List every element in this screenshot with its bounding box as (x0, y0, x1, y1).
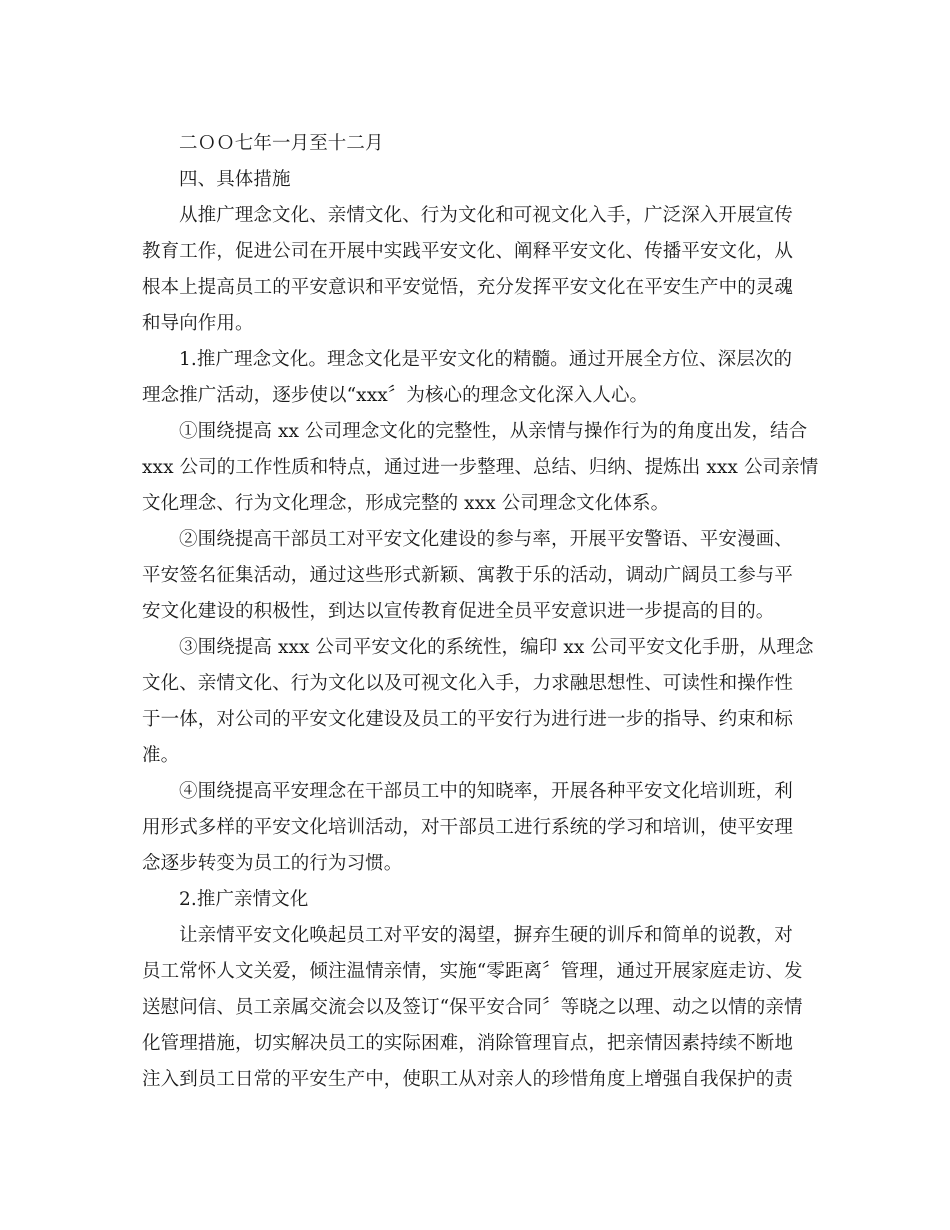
subsection-heading: 2.推广亲情文化 (179, 889, 309, 910)
paragraph-line: 理念推广活动，逐步使以“xxx〞为核心的理念文化深入人心。 (142, 385, 649, 406)
subsection-heading: 1.推广理念文化。理念文化是平安文化的精髓。通过开展全方位、深层次的 (179, 349, 793, 370)
paragraph-line: 文化、亲情文化、行为文化以及可视文化入手，力求融思想性、可读性和操作性 (142, 673, 794, 694)
paragraph-line: 员工常怀人文关爱，倾注温情亲情，实施“零距离〞管理，通过开展家庭走访、发 (142, 961, 803, 982)
list-item-line: ③围绕提高 xxx 公司平安文化的系统性，编印 xx 公司平安文化手册，从理念 (179, 637, 814, 658)
paragraph-line: 让亲情平安文化唤起员工对平安的渴望，摒弃生硬的训斥和简单的说教，对 (179, 925, 793, 946)
paragraph-line: 和导向作用。 (142, 313, 254, 334)
paragraph-line: 从推广理念文化、亲情文化、行为文化和可视文化入手，广泛深入开展宣传 (179, 205, 793, 226)
paragraph-line: 安文化建设的积极性，到达以宣传教育促进全员平安意识进一步提高的目的。 (142, 601, 775, 622)
paragraph-line: xxx 公司的工作性质和特点，通过进一步整理、总结、归纳、提炼出 xxx 公司亲情 (142, 457, 819, 478)
paragraph-line: 教育工作，促进公司在开展中实践平安文化、阐释平安文化、传播平安文化，从 (142, 241, 794, 262)
paragraph-line: 用形式多样的平安文化培训活动，对干部员工进行系统的学习和培训，使平安理 (142, 817, 794, 838)
paragraph-line: 送慰问信、员工亲属交流会以及签订“保平安合同〞等晓之以理、动之以情的亲情 (142, 997, 803, 1018)
paragraph-line: 准。 (142, 745, 180, 766)
section-heading: 四、具体措施 (179, 169, 291, 190)
paragraph-line: 念逐步转变为员工的行为习惯。 (142, 853, 403, 874)
list-item-line: ①围绕提高 xx 公司理念文化的完整性，从亲情与操作行为的角度出发，结合 (179, 421, 808, 442)
date-line: 二ＯＯ七年一月至十二月 (179, 133, 384, 154)
list-item-line: ④围绕提高平安理念在干部员工中的知晓率，开展各种平安文化培训班，利 (179, 781, 793, 802)
list-item-line: ②围绕提高干部员工对平安文化建设的参与率，开展平安警语、平安漫画、 (179, 529, 793, 550)
paragraph-line: 根本上提高员工的平安意识和平安觉悟，充分发挥平安文化在平安生产中的灵魂 (142, 277, 794, 298)
document-page (142, 126, 819, 1098)
paragraph-line: 化管理措施，切实解决员工的实际困难，消除管理盲点，把亲情因素持续不断地 (142, 1033, 794, 1054)
paragraph-line: 于一体，对公司的平安文化建设及员工的平安行为进行进一步的指导、约束和标 (142, 709, 794, 730)
paragraph-line: 注入到员工日常的平安生产中，使职工从对亲人的珍惜角度上增强自我保护的责 (142, 1069, 794, 1090)
paragraph-line: 文化理念、行为文化理念，形成完整的 xxx 公司理念文化体系。 (142, 493, 670, 514)
paragraph-line: 平安签名征集活动，通过这些形式新颖、寓教于乐的活动，调动广阔员工参与平 (142, 565, 794, 586)
